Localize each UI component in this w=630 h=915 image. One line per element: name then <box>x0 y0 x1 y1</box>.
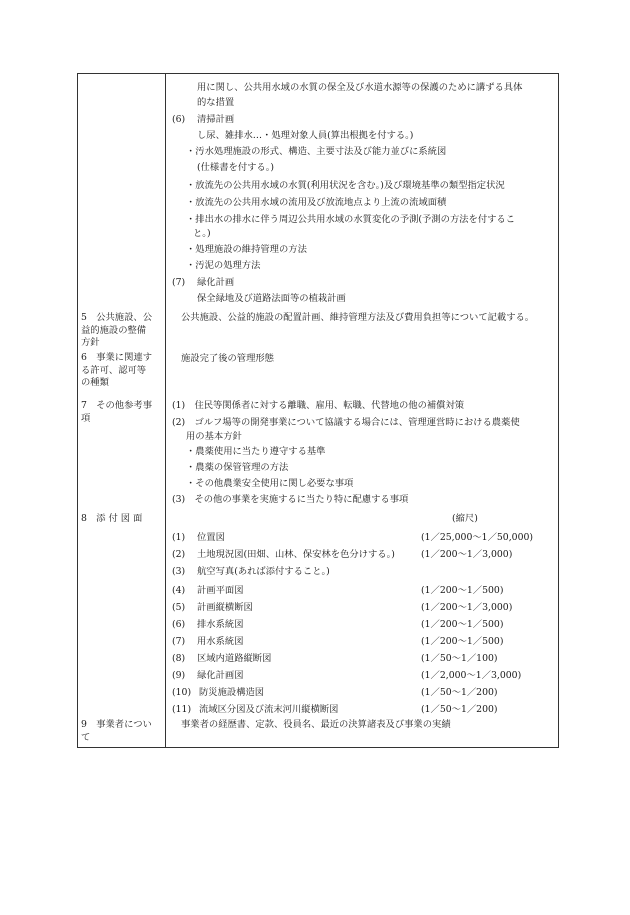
drawing-scale: (1／200～1／3,000) <box>421 602 513 613</box>
drawing-scale: (1／200～1／500) <box>421 619 504 630</box>
drawing-scale: (1／50～1／100) <box>421 653 498 664</box>
item6-bullet: ・排出水の排水に伴う周辺公共用水域の水質変化の予測(予測の方法を付するこ <box>186 214 516 225</box>
item6-bullet: し尿、雑排水…・処理対象人員(算出根拠を付する。) <box>197 130 414 141</box>
drawing-name: 位置図 <box>197 532 225 543</box>
drawing-name: 防災施設構造図 <box>199 687 265 698</box>
drawing-name: 計画縦横断図 <box>197 602 253 613</box>
drawing-number: (1) <box>172 532 186 543</box>
column-divider <box>165 74 166 747</box>
sec7-bullet: ・その他農業安全使用に関し必要な事項 <box>186 478 354 489</box>
drawing-name: 土地現況図(田畑、山林、保安林を色分けする。) <box>197 549 395 560</box>
drawing-number: (6) <box>172 619 186 630</box>
drawing-name: 計画平面図 <box>197 585 244 596</box>
drawing-number: (2) <box>172 549 186 560</box>
item6-bullet: ・処理施設の維持管理の方法 <box>186 244 307 255</box>
drawing-number: (11) <box>172 704 192 715</box>
item7-title: 緑化計画 <box>197 277 235 288</box>
sec9-text: 事業者の経歴書、定款、役員名、最近の決算諸表及び事業の実績 <box>181 719 451 730</box>
drawing-name: 緑化計画図 <box>197 670 244 681</box>
item6-number: (6) <box>172 114 186 125</box>
drawing-scale: (1／200～1／500) <box>421 585 504 596</box>
drawing-name: 航空写真(あれば添付すること。) <box>197 566 330 577</box>
sec7-item2-line2: 用の基本方針 <box>186 431 242 442</box>
drawing-number: (8) <box>172 653 186 664</box>
scale-header: (縮尺) <box>452 513 478 524</box>
sec8-label: 8 添 付 図 面 <box>81 513 143 524</box>
sec7-bullet: ・農薬の保管管理の方法 <box>186 462 289 473</box>
sec7-label: 7 その他参考事 項 <box>81 400 152 424</box>
item6-bullet: ・放流先の公共用水域の水質(利用状況を含む。)及び環境基準の類型指定状況 <box>186 180 505 191</box>
drawing-scale: (1／200～1／3,000) <box>421 549 513 560</box>
item6-bullet: と。) <box>193 228 211 239</box>
drawing-name: 排水系統図 <box>197 619 244 630</box>
sec4-intro-line2: 的な措置 <box>197 97 235 108</box>
drawing-scale: (1／50～1／200) <box>421 704 498 715</box>
item6-bullet: ・汚泥の処理方法 <box>186 260 261 271</box>
sec7-bullet: ・農薬使用に当たり遵守する基準 <box>186 446 326 457</box>
sec6-text: 施設完了後の管理形態 <box>181 353 274 364</box>
drawing-number: (5) <box>172 602 186 613</box>
drawing-name: 流域区分図及び流末河川縦横断図 <box>199 704 339 715</box>
drawing-name: 用水系統図 <box>197 636 244 647</box>
drawing-scale: (1／50～1／200) <box>421 687 498 698</box>
item6-title: 清掃計画 <box>197 114 235 125</box>
sec9-label: 9 事業者につい て <box>81 719 152 743</box>
drawing-number: (7) <box>172 636 186 647</box>
drawing-number: (9) <box>172 670 186 681</box>
item6-bullet: ・汚水処理施設の形式、構造、主要寸法及び能力並びに系統図 <box>186 146 447 157</box>
drawing-scale: (1／200～1／500) <box>421 636 504 647</box>
item6-bullet: ・放流先の公共用水域の流用及び放流地点より上流の流域面積 <box>186 197 447 208</box>
sec7-item1: (1) 住民等関係者に対する離職、雇用、転職、代替地の他の補償対策 <box>172 400 465 411</box>
drawing-number: (3) <box>172 566 186 577</box>
drawing-scale: (1／2,000～1／3,000) <box>421 670 522 681</box>
item6-bullet: (仕様書を付する。) <box>197 162 274 173</box>
drawing-number: (4) <box>172 585 186 596</box>
sec5-label: 5 公共施設、公 益的施設の整備 方針 <box>81 312 152 348</box>
item7-number: (7) <box>172 277 186 288</box>
drawing-name: 区域内道路縦断図 <box>197 653 272 664</box>
item7-text: 保全緑地及び道路法面等の植栽計画 <box>197 293 346 304</box>
sec7-item2-line1: (2) ゴルフ場等の開発事業について協議する場合には、管理運営時における農薬使 <box>172 417 520 428</box>
drawing-scale: (1／25,000～1／50,000) <box>421 532 534 543</box>
sec4-intro-line1: 用に関し、公共用水域の水質の保全及び水道水源等の保護のために講ずる具体 <box>197 82 523 93</box>
drawing-number: (10) <box>172 687 192 698</box>
sec6-label: 6 事業に関連す る許可、認可等 の種類 <box>81 352 152 388</box>
sec5-text: 公共施設、公益的施設の配置計画、維持管理方法及び費用負担等について記載する。 <box>181 312 535 323</box>
sec7-item3: (3) その他の事業を実施するに当たり特に配慮する事項 <box>172 494 409 505</box>
